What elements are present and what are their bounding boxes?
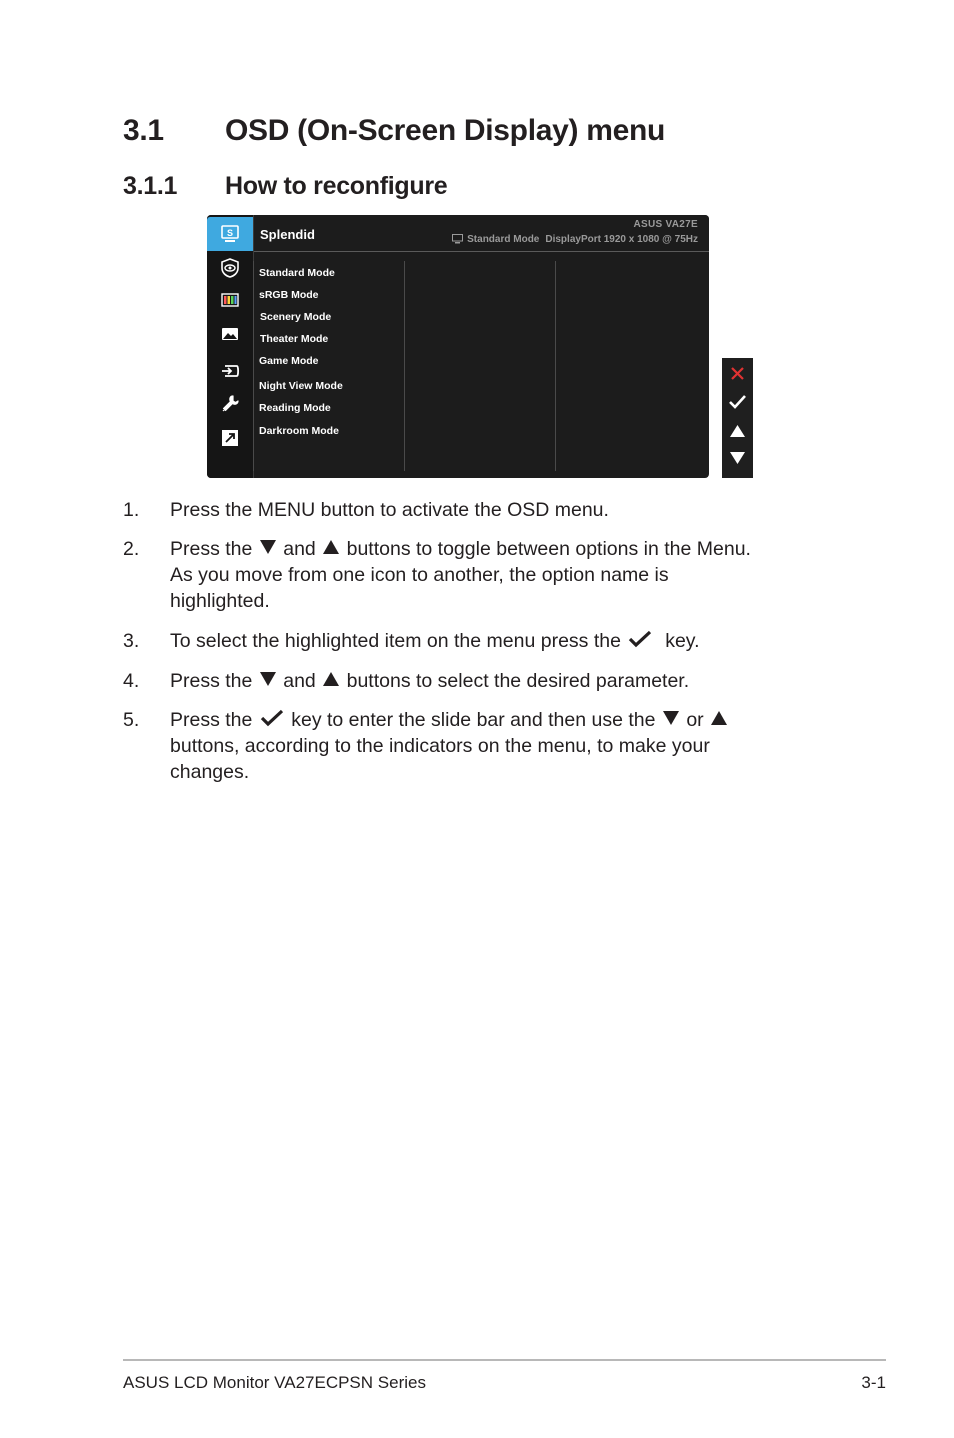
- step-text-part: and: [283, 670, 316, 692]
- check-icon: [628, 630, 652, 648]
- monitor-icon: [452, 234, 463, 244]
- step-number: 5.: [123, 709, 140, 731]
- eye-care-icon: [220, 258, 240, 278]
- step-text-part: key to enter the slide bar and then use the: [291, 709, 656, 731]
- osd-title: Splendid: [260, 227, 315, 242]
- step-text-part: buttons, according to the indicators on the menu, to make your changes.: [170, 735, 710, 783]
- osd-mode-item[interactable]: Reading Mode: [259, 402, 331, 414]
- osd-mode-item[interactable]: Night View Mode: [259, 380, 343, 392]
- shortcut-icon: [220, 428, 240, 448]
- osd-column-divider: [253, 261, 254, 471]
- subsection-heading: [123, 172, 447, 201]
- osd-mode-item[interactable]: Darkroom Mode: [259, 425, 339, 437]
- step-text-part: buttons to select the desired parameter.: [346, 670, 690, 692]
- step-text-part: buttons to toggle between options in the Menu. As you move from one icon to another, the option name is highlighted.: [170, 538, 751, 612]
- splendid-icon: [220, 224, 240, 244]
- osd-mode-item[interactable]: Scenery Mode: [260, 311, 332, 323]
- step-number: 3.: [123, 630, 140, 652]
- down-arrow-icon: [260, 540, 276, 554]
- footer-divider: [123, 1359, 886, 1361]
- input-select-icon: [220, 361, 240, 381]
- step-number: 2.: [123, 538, 140, 560]
- step-text: [170, 536, 770, 614]
- osd-status-input: DisplayPort 1920 x 1080 @ 75Hz: [545, 234, 698, 245]
- osd-mode-item[interactable]: Theater Mode: [260, 333, 329, 345]
- system-setup-icon: [220, 394, 240, 414]
- osd-mode-item[interactable]: sRGB Mode: [259, 289, 319, 301]
- step-text-part: Press the: [170, 538, 253, 560]
- step-text: [170, 707, 770, 785]
- step-text: [170, 668, 770, 694]
- osd-menu-figure: [207, 215, 709, 478]
- footer-title: ASUS LCD Monitor VA27ECPSN Series: [123, 1373, 426, 1392]
- down-arrow-icon: [260, 672, 276, 686]
- svg-text:S: S: [226, 228, 234, 238]
- image-icon: [220, 324, 240, 344]
- up-arrow-icon: [323, 540, 339, 554]
- check-icon[interactable]: [727, 391, 748, 412]
- step-text-part: To select the highlighted item on the menu press the: [170, 630, 621, 652]
- subsection-number: 3.1.1: [123, 172, 178, 200]
- osd-status-line: [452, 234, 698, 245]
- osd-mode-item[interactable]: Standard Mode: [259, 267, 335, 279]
- step-text: [170, 628, 770, 654]
- up-arrow-icon: [711, 711, 727, 725]
- down-arrow-icon: [663, 711, 679, 725]
- osd-header: [254, 215, 709, 252]
- step-number: 4.: [123, 670, 140, 692]
- step-text-part: key.: [665, 630, 700, 652]
- color-icon: [220, 290, 240, 310]
- step-text-part: Press the: [170, 670, 253, 692]
- step-text-part: Press the: [170, 709, 253, 731]
- page-number: 3-1: [861, 1373, 886, 1392]
- osd-sidebar: [207, 215, 254, 478]
- subsection-title: How to reconfigure: [225, 172, 448, 200]
- osd-column-divider: [404, 261, 405, 471]
- step-number: 1.: [123, 499, 140, 521]
- up-arrow-icon: [323, 672, 339, 686]
- step-text-part: and: [283, 538, 316, 560]
- osd-status-mode: Standard Mode: [467, 234, 540, 245]
- osd-key-bar: [722, 358, 753, 478]
- check-icon: [260, 709, 284, 727]
- osd-column-divider: [555, 261, 556, 471]
- down-arrow-icon[interactable]: [727, 447, 748, 468]
- osd-model-name: ASUS VA27E: [633, 219, 698, 230]
- section-heading: [123, 114, 665, 148]
- section-number: 3.1: [123, 114, 164, 147]
- close-icon[interactable]: [727, 363, 748, 384]
- step-text: Press the MENU button to activate the OSD menu.: [170, 499, 609, 521]
- up-arrow-icon[interactable]: [727, 421, 748, 442]
- section-title: OSD (On-Screen Display) menu: [225, 114, 666, 147]
- step-text-part: or: [686, 709, 704, 731]
- osd-mode-item[interactable]: Game Mode: [259, 355, 319, 367]
